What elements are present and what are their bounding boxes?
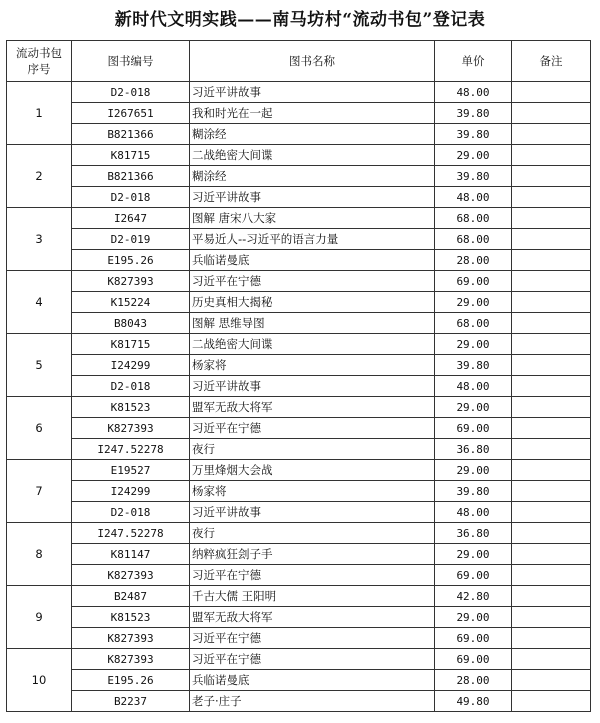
book-price-cell: 39.80 <box>435 481 512 502</box>
bag-number-cell: 9 <box>7 586 72 649</box>
table-row <box>7 103 591 124</box>
note-cell <box>512 187 591 208</box>
book-code-cell: B821366 <box>72 124 190 145</box>
book-price-cell: 48.00 <box>435 187 512 208</box>
note-cell <box>512 166 591 187</box>
table-row <box>7 313 591 334</box>
header-seq-line1: 流动书包 <box>16 46 62 60</box>
bag-number-cell: 6 <box>7 397 72 460</box>
book-code-cell: K827393 <box>72 418 190 439</box>
book-code-cell: I24299 <box>72 481 190 502</box>
book-name-cell: 万里烽烟大会战 <box>190 460 435 481</box>
book-price-cell: 69.00 <box>435 418 512 439</box>
book-price-cell: 39.80 <box>435 355 512 376</box>
table-row <box>7 460 591 481</box>
book-price-cell: 49.80 <box>435 691 512 712</box>
bag-number-cell: 2 <box>7 145 72 208</box>
book-price-cell: 29.00 <box>435 607 512 628</box>
book-name-cell: 历史真相大揭秘 <box>190 292 435 313</box>
book-price-cell: 39.80 <box>435 103 512 124</box>
book-price-cell: 69.00 <box>435 649 512 670</box>
book-code-cell: I24299 <box>72 355 190 376</box>
note-cell <box>512 418 591 439</box>
book-name-cell: 糊涂经 <box>190 166 435 187</box>
note-cell <box>512 586 591 607</box>
book-price-cell: 29.00 <box>435 397 512 418</box>
book-code-cell: E19527 <box>72 460 190 481</box>
table-row <box>7 124 591 145</box>
table-row <box>7 376 591 397</box>
book-name-cell: 习近平在宁德 <box>190 565 435 586</box>
book-price-cell: 48.00 <box>435 82 512 103</box>
table-row <box>7 691 591 712</box>
table-row <box>7 418 591 439</box>
table-header-row <box>7 41 591 82</box>
book-name-cell: 我和时光在一起 <box>190 103 435 124</box>
table-row <box>7 670 591 691</box>
bag-number-cell: 3 <box>7 208 72 271</box>
note-cell <box>512 313 591 334</box>
note-cell <box>512 628 591 649</box>
book-name-cell: 习近平在宁德 <box>190 649 435 670</box>
table-row <box>7 187 591 208</box>
note-cell <box>512 103 591 124</box>
note-cell <box>512 607 591 628</box>
table-row <box>7 271 591 292</box>
book-code-cell: K15224 <box>72 292 190 313</box>
note-cell <box>512 292 591 313</box>
book-price-cell: 69.00 <box>435 271 512 292</box>
book-code-cell: I2647 <box>72 208 190 229</box>
book-price-cell: 42.80 <box>435 586 512 607</box>
book-code-cell: K81147 <box>72 544 190 565</box>
note-cell <box>512 271 591 292</box>
header-code: 图书编号 <box>72 41 190 82</box>
note-cell <box>512 397 591 418</box>
note-cell <box>512 439 591 460</box>
table-row <box>7 544 591 565</box>
note-cell <box>512 229 591 250</box>
note-cell <box>512 145 591 166</box>
book-price-cell: 29.00 <box>435 460 512 481</box>
book-name-cell: 习近平讲故事 <box>190 82 435 103</box>
book-name-cell: 习近平讲故事 <box>190 502 435 523</box>
note-cell <box>512 523 591 544</box>
note-cell <box>512 124 591 145</box>
table-row <box>7 649 591 670</box>
note-cell <box>512 502 591 523</box>
table-row <box>7 628 591 649</box>
book-name-cell: 图解 唐宋八大家 <box>190 208 435 229</box>
table-row <box>7 355 591 376</box>
book-price-cell: 28.00 <box>435 670 512 691</box>
table-row <box>7 565 591 586</box>
book-code-cell: K827393 <box>72 271 190 292</box>
book-name-cell: 兵临诺曼底 <box>190 250 435 271</box>
book-code-cell: I267651 <box>72 103 190 124</box>
book-price-cell: 69.00 <box>435 565 512 586</box>
book-code-cell: D2-018 <box>72 82 190 103</box>
header-price: 单价 <box>435 41 512 82</box>
book-price-cell: 68.00 <box>435 208 512 229</box>
book-code-cell: K81523 <box>72 607 190 628</box>
book-name-cell: 盟军无敌大将军 <box>190 397 435 418</box>
book-price-cell: 29.00 <box>435 544 512 565</box>
note-cell <box>512 649 591 670</box>
header-seq <box>7 41 72 82</box>
book-code-cell: K81715 <box>72 334 190 355</box>
book-price-cell: 68.00 <box>435 229 512 250</box>
note-cell <box>512 565 591 586</box>
registration-table <box>6 40 591 712</box>
header-seq-line2: 序号 <box>27 62 51 76</box>
table-row <box>7 586 591 607</box>
book-code-cell: E195.26 <box>72 250 190 271</box>
note-cell <box>512 691 591 712</box>
table-row <box>7 334 591 355</box>
book-name-cell: 二战绝密大间谍 <box>190 145 435 166</box>
book-price-cell: 48.00 <box>435 502 512 523</box>
header-name: 图书名称 <box>190 41 435 82</box>
book-price-cell: 48.00 <box>435 376 512 397</box>
book-code-cell: D2-018 <box>72 502 190 523</box>
book-code-cell: K827393 <box>72 565 190 586</box>
book-price-cell: 69.00 <box>435 628 512 649</box>
book-name-cell: 杨家将 <box>190 481 435 502</box>
book-code-cell: D2-018 <box>72 187 190 208</box>
bag-number-cell: 1 <box>7 82 72 145</box>
table-row <box>7 292 591 313</box>
book-code-cell: I247.52278 <box>72 439 190 460</box>
table-row <box>7 229 591 250</box>
note-cell <box>512 82 591 103</box>
book-name-cell: 盟军无敌大将军 <box>190 607 435 628</box>
header-note: 备注 <box>512 41 591 82</box>
bag-number-cell: 7 <box>7 460 72 523</box>
table-row <box>7 250 591 271</box>
table-body <box>7 82 591 712</box>
page-title: 新时代文明实践——南马坊村“流动书包”登记表 <box>114 10 486 30</box>
book-price-cell: 28.00 <box>435 250 512 271</box>
table-row <box>7 82 591 103</box>
book-price-cell: 29.00 <box>435 334 512 355</box>
book-code-cell: D2-019 <box>72 229 190 250</box>
book-code-cell: D2-018 <box>72 376 190 397</box>
book-price-cell: 36.80 <box>435 523 512 544</box>
table-row <box>7 397 591 418</box>
table-row <box>7 502 591 523</box>
book-code-cell: B2237 <box>72 691 190 712</box>
book-name-cell: 糊涂经 <box>190 124 435 145</box>
book-name-cell: 二战绝密大间谍 <box>190 334 435 355</box>
note-cell <box>512 481 591 502</box>
book-name-cell: 习近平在宁德 <box>190 418 435 439</box>
book-name-cell: 老子·庄子 <box>190 691 435 712</box>
table-row <box>7 208 591 229</box>
note-cell <box>512 670 591 691</box>
table-row <box>7 439 591 460</box>
book-price-cell: 39.80 <box>435 124 512 145</box>
book-name-cell: 习近平在宁德 <box>190 271 435 292</box>
book-name-cell: 夜行 <box>190 439 435 460</box>
note-cell <box>512 460 591 481</box>
book-code-cell: B2487 <box>72 586 190 607</box>
book-name-cell: 平易近人--习近平的语言力量 <box>190 229 435 250</box>
book-name-cell: 兵临诺曼底 <box>190 670 435 691</box>
book-name-cell: 夜行 <box>190 523 435 544</box>
table-row <box>7 481 591 502</box>
table-row <box>7 145 591 166</box>
book-name-cell: 习近平在宁德 <box>190 628 435 649</box>
book-name-cell: 习近平讲故事 <box>190 187 435 208</box>
table-row <box>7 523 591 544</box>
bag-number-cell: 8 <box>7 523 72 586</box>
table-row <box>7 607 591 628</box>
book-code-cell: E195.26 <box>72 670 190 691</box>
book-code-cell: K827393 <box>72 628 190 649</box>
book-price-cell: 29.00 <box>435 292 512 313</box>
note-cell <box>512 376 591 397</box>
book-code-cell: I247.52278 <box>72 523 190 544</box>
table-row <box>7 166 591 187</box>
note-cell <box>512 208 591 229</box>
note-cell <box>512 250 591 271</box>
bag-number-cell: 4 <box>7 271 72 334</box>
note-cell <box>512 334 591 355</box>
book-name-cell: 纳粹疯狂刽子手 <box>190 544 435 565</box>
bag-number-cell: 5 <box>7 334 72 397</box>
book-code-cell: B821366 <box>72 166 190 187</box>
book-name-cell: 千古大儒 王阳明 <box>190 586 435 607</box>
note-cell <box>512 544 591 565</box>
note-cell <box>512 355 591 376</box>
book-code-cell: K827393 <box>72 649 190 670</box>
book-price-cell: 36.80 <box>435 439 512 460</box>
book-code-cell: B8043 <box>72 313 190 334</box>
book-name-cell: 图解 思维导图 <box>190 313 435 334</box>
book-price-cell: 29.00 <box>435 145 512 166</box>
book-price-cell: 39.80 <box>435 166 512 187</box>
book-name-cell: 习近平讲故事 <box>190 376 435 397</box>
book-name-cell: 杨家将 <box>190 355 435 376</box>
bag-number-cell: 10 <box>7 649 72 712</box>
book-code-cell: K81523 <box>72 397 190 418</box>
book-price-cell: 68.00 <box>435 313 512 334</box>
book-code-cell: K81715 <box>72 145 190 166</box>
